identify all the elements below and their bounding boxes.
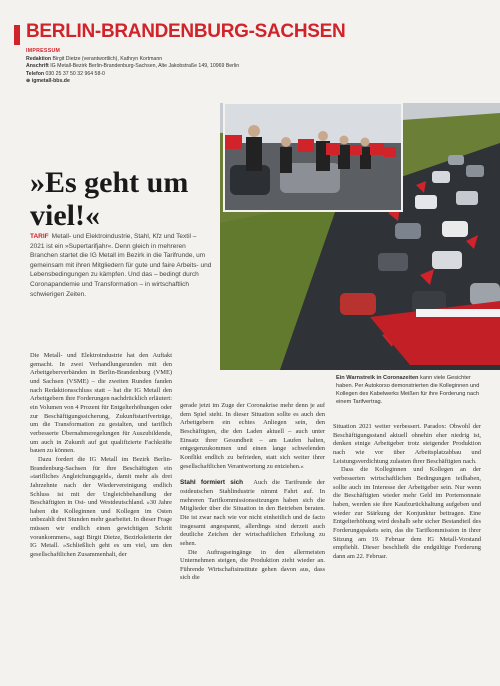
paragraph: Situation 2021 weiter verbessert. Paradox: Obwohl der Beschäftigungsstand aktuell ohnehin eher niedrig ist, denken einige Arbeitgeber trotz steigender Produktion nach wie vor über Arbeitsplatzabbau und Leistungsverdichtung zulasten ihrer Beschäftigten nach. [333, 423, 481, 465]
photo-illustration [220, 103, 500, 370]
telefon-label: Telefon [26, 70, 45, 77]
caption-bold: Ein Warnstreik in Coronazeiten [336, 375, 419, 381]
photo-caption [336, 374, 482, 406]
article-column-2 [180, 402, 325, 583]
article-column-1 [30, 352, 172, 560]
lead-text: Metall- und Elektroindustrie, Stahl, Kfz und Textil – 2021 ist ein »Supertarifjahr«. Denn gleich in mehreren Branchen startet die IG Metall im Bezirk in die Tarifrunde, um gemeinsam mit ihren Mitgliedern für gute und faire Arbeits- und Lebensbedingungen zu kämpfen. Und das – bedingt durch Coronapandemie und Transformation – in wirtschaftlich schwierigen Zeiten. [30, 233, 212, 298]
impressum-label: IMPRESSUM [26, 48, 61, 54]
subheading: Stahl formiert sich [180, 479, 244, 487]
redaktion-label: Redaktion [26, 55, 52, 62]
redaktion-value: Birgit Dietze (verantwortlich), Kathryn Kortmann [52, 55, 163, 62]
topic-tag: TARIF [30, 233, 49, 240]
paragraph: Dass die Kolleginnen und Kollegen an der verbesserten wirtschaftlichen Bedingungen teilhaben, sollte auch im Interesse der Arbeitgeber sein. Nur wenn die Beschäftigten wieder mehr Geld im Portemonnaie haben, werden sie ihre Kaufzurückhaltung aufgeben und wieder zur Stärkung der Konjunktur beitragen. Eine Entgelterhöhung wird deshalb sehr sicher Bestandteil des Forderungspakets sein, das die Tarifkommission in ihrer Sitzung am 19. Februar dem IG Metall-Vorstand empfiehlt. Dieser beschließt die endgültige Forderung dann am 22. Februar. [333, 466, 481, 560]
paragraph: Dazu fordert die IG Metall im Bezirk Berlin-Brandenburg-Sachsen für ihre Beschäftigten ein »tarifliches Angleichungsgeld«, damit mehr als drei Jahrzehnte nach der Wiedervereinigung endlich Schluss ist mit der Ungleichbehandlung der Beschäftigten in Ost- und Westdeutschland. »30 Jahre haben die Kolleginnen und Kollegen im Osten unbezahlt drei Stunden mehr gearbeitet. In dieser Frage müssen wir endlich einen gewichtigen Schritt vorankommen«, sagt Birgit Dietze, Bezirksleiterin der IG Metall. »Schließlich geht es um viel, um den gesellschaftlichen Zusammenhalt, der [30, 455, 172, 559]
web-icon: ⊕ [26, 78, 31, 85]
caption-text: kann viele Gesichter haben. Per Autokorso demonstrierten die Kolleginnen und Kollegen des Kabelwerks Meißen für ihre Forderung nach einem Tarifvertrag. [336, 375, 480, 405]
article-column-3 [333, 423, 481, 562]
lead-paragraph [30, 232, 212, 299]
paragraph-text: Auch die Tarifrunde der ostdeutschen Stahlindustrie nimmt Fahrt auf. In mehreren Tarifkommissionssitzungen haben sich die Mitglieder über die Situation in den Betrieben beraten. Die ist zwar nach wie vor nicht einheitlich und de facto insgesamt angespannt, allerdings sind derzeit auch deutliche Zeichen der wirtschaftlichen Erholung zu sehen. [180, 479, 326, 547]
article-photo [220, 103, 500, 370]
section-title: BERLIN-BRANDENBURG-SACHSEN [26, 21, 346, 42]
website-link[interactable]: igmetall-bbs.de [31, 78, 70, 85]
telefon-value: 030 25 37 50 32 964 58-0 [45, 70, 105, 77]
paragraph: Die Metall- und Elektroindustrie hat den Auftakt gemacht. In zwei Verhandlungsrunden mit den Arbeitgeberverbänden in Berlin-Brandenburg (VME) und Sachsen (VSME) – die zweiten Runden fanden nach Redaktionsschluss statt – hat die IG Metall den Arbeitgebern ihre Forderungen nachdrücklich erläutert: ein Volumen von 4 Prozent für Entgelterhöhungen oder zur Beschäftigungssicherung, Zukunftstarifverträge, um die Transformation zu gestalten, und tariflich verbesserte Übernahmeregelungen für Auszubildende, um auch in Zukunft auf gut qualifizierte Fachkräfte bauen zu können. [30, 352, 172, 455]
anschrift-label: Anschrift [26, 63, 49, 70]
paragraph: gerade jetzt im Zuge der Coronakrise mehr denn je auf dem Spiel steht. In dieser Situation sollte es auch den Arbeitgebern ein echtes Anliegen sein, den Beschäftigten, die den Laden aktuell – auch unter Einsatz ihrer Gesundheit – am Laufen halten, entgegenzukommen und einen lange schwelenden Konflikt endlich zu befrieden, statt sich weiter ihrer gesellschaftlichen Verantwortung zu entziehen.« [180, 402, 325, 470]
anschrift-value: IG Metall-Bezirk Berlin-Brandenburg-Sachsen, Alte Jakobstraße 149, 10969 Berlin [50, 63, 240, 70]
headline: »Es geht um viel!« [30, 166, 189, 232]
impressum [26, 48, 286, 86]
header-accent-bar [14, 25, 20, 45]
paragraph: Die Auftragseingänge in den allermeisten Unternehmen steigen, die Produktion zieht wieder an. Führende Wirtschaftsinstitute gehen davon aus, dass sich die [180, 548, 325, 582]
paragraph-with-subheading [180, 479, 325, 548]
